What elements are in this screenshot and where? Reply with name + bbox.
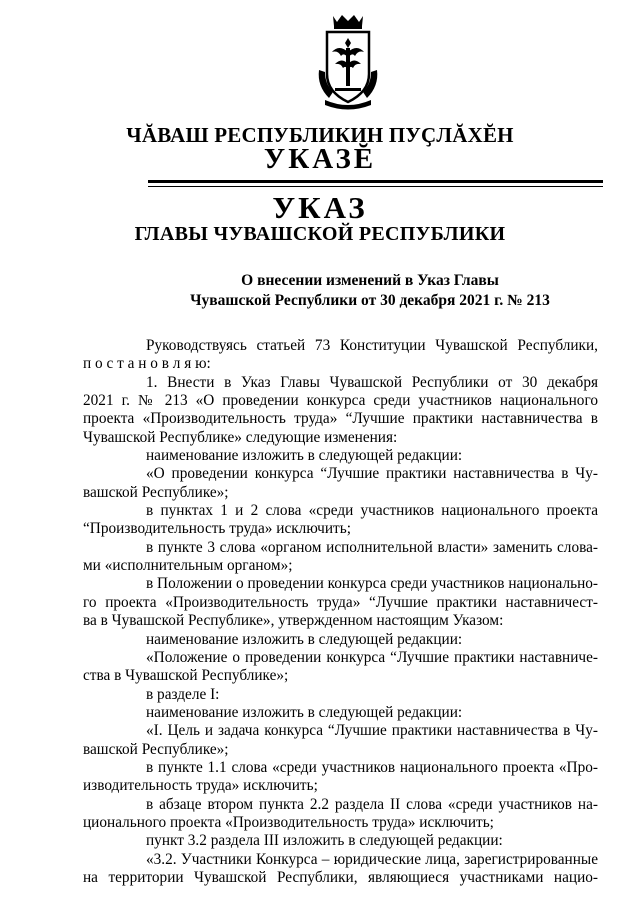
coat-of-arms-icon [315,12,381,110]
russian-header-line2: ГЛАВЫ ЧУВАШСКОЙ РЕСПУБЛИКИ [134,223,506,245]
body-line: наименование изложить в следующей редакции: [146,703,463,721]
body-line: п о с т а н о в л я ю: [83,355,211,373]
body-line: «О проведении конкурса “Лучшие практики наставничества в Чу- [146,465,598,483]
body-line: на территории Чувашской Республики, являющиеся участниками нацио- [83,868,598,886]
body-line: ми «исполнительным органом»; [83,557,293,575]
body-line: “Производительность труда» исключить; [83,520,351,538]
chuvash-header-line1: ЧĂВАШ РЕСПУБЛИКИН ПУҪЛĂХĔН [126,123,514,147]
body-line: в пункте 3 слова «органом исполнительной власти» заменить слова- [146,538,598,556]
subject-line: О внесении изменений в Указ Главы [241,272,499,289]
body-line: изводительность труда» исключить; [83,777,318,795]
body-line: 2021 г. № 213 «О проведении конкурса среди участников национального [83,392,598,410]
body-line: в абзаце втором пункта 2.2 раздела II слова «среди участников на- [146,795,598,813]
header-divider-thick [148,180,603,183]
document-body [83,337,598,887]
body-line: го проекта «Производительность труда» “Лучшие практики наставничест- [83,593,598,611]
body-line: ва в Чувашской Республике», утвержденном настоящим Указом: [83,612,504,630]
header-divider-thin [148,186,603,187]
body-line: Чувашской Республике» следующие изменения: [83,428,398,446]
body-line: пункт 3.2 раздела III изложить в следующей редакции: [146,832,503,850]
body-line: в пункте 1.1 слова «среди участников национального проекта «Про- [146,758,598,776]
body-line: в пунктах 1 и 2 слова «среди участников национального проекта [146,502,598,520]
body-line: ционального проекта «Производительность труда» исключить; [83,813,494,831]
body-line: вашской Республике»; [83,740,229,758]
body-line: «3.2. Участники Конкурса – юридические лица, зарегистрированные [146,850,598,868]
body-line: вашской Республике»; [83,483,229,501]
body-line: проекта «Производительность труда» “Лучшие практики наставничества в [83,410,598,428]
document-subject [150,271,590,311]
subject-line: Чувашской Республики от 30 декабря 2021 г. № 213 [190,292,550,309]
body-line: Руководствуясь статьей 73 Конституции Чувашской Республики, [146,337,598,354]
body-line: в Положении о проведении конкурса среди участников национально- [146,575,598,593]
chuvash-header-line2: УКАЗĔ [263,143,377,175]
russian-header-line1: УКАЗ [272,190,368,225]
body-line: в разделе I: [146,685,220,703]
body-line: «Положение о проведении конкурса “Лучшие практики наставниче- [146,648,598,666]
body-line: 1. Внести в Указ Главы Чувашской Республики от 30 декабря [146,373,598,391]
body-line: наименование изложить в следующей редакции: [146,630,463,648]
body-line: наименование изложить в следующей редакции: [146,447,463,465]
body-line: ства в Чувашской Республике»; [83,667,289,685]
body-line: «I. Цель и задача конкурса “Лучшие практики наставничества в Чу- [146,722,598,740]
